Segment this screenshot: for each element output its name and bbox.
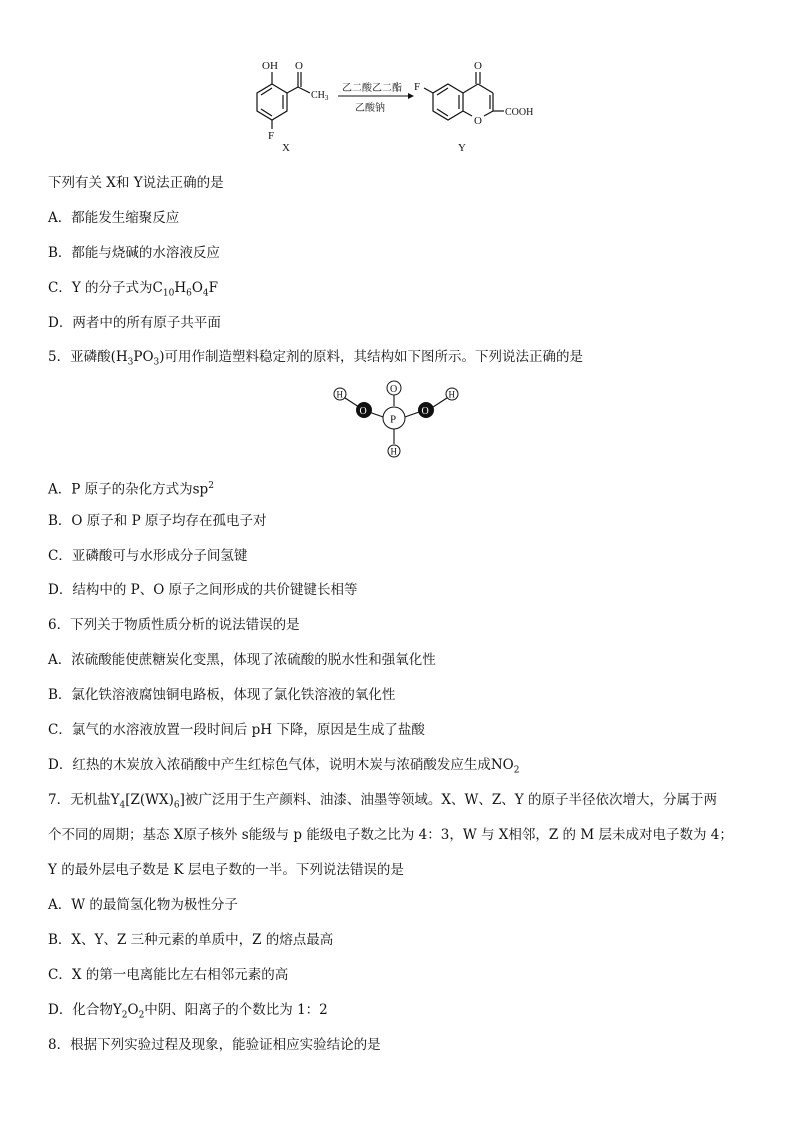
q5-option-a: A．P 原子的杂化方式为$sp^2$	[48, 481, 214, 498]
atom-o1: O	[359, 406, 367, 417]
atom-p: P	[390, 413, 397, 426]
arrow-bottom-text: 乙酸钠	[355, 103, 385, 114]
x-f-label: F	[268, 130, 275, 142]
q7-stem-line-3: Y 的最外层电子数是 K 层电子数的一半。下列说法错误的是	[48, 862, 404, 878]
q4-option-d: D．两者中的所有原子共平面	[48, 315, 221, 331]
atom-o2: O	[421, 406, 429, 417]
y-o-top-label: O	[474, 60, 482, 72]
x-ch3-label: $CH_3$	[311, 90, 329, 102]
x-oh-label: OH	[262, 60, 278, 72]
y-o-ring-label: O	[474, 115, 482, 127]
reaction-scheme	[250, 52, 550, 157]
atom-h1: H	[336, 389, 343, 400]
y-cooh-label: COOH	[505, 107, 534, 118]
q7-stem-line-1: 7．无机盐$Y_4[Z(WX)_6]$被广泛用于生产颜料、油漆、油墨等领域。X、W、Z、Y 的原子半径依次增大，分属于两	[48, 792, 717, 811]
q4-option-b: B．都能与烧碱的水溶液反应	[48, 245, 220, 261]
arrow-head	[408, 93, 414, 99]
q8-stem: 8．根据下列实验过程及现象，能验证相应实验结论的是	[48, 1037, 381, 1053]
molecule-x	[257, 72, 310, 129]
q7-option-c: C．X 的第一电离能比左右相邻元素的高	[48, 967, 289, 983]
q6-option-b: B．氯化铁溶液腐蚀铜电路板，体现了氯化铁溶液的氧化性	[48, 687, 396, 703]
q5-stem: 5．亚磷酸$(H_3PO_3)$可用作制造塑料稳定剂的原料，其结构如下图所示。下列说法正确的是	[48, 349, 584, 368]
y-label: Y	[458, 142, 466, 154]
q7-option-d: D．化合物$Y_2O_2$中阴、阳离子的个数比为 1：2	[48, 1002, 328, 1021]
molecule-y	[424, 72, 504, 120]
arrow-top-text: 乙二酸乙二酯	[342, 83, 402, 94]
atom-h3: H	[390, 446, 397, 457]
q6-stem: 6．下列关于物质性质分析的说法错误的是	[48, 617, 300, 633]
q4-stem: 下列有关 X和 Y说法正确的是	[48, 175, 224, 191]
q6-option-d: D．红热的木炭放入浓硝酸中产生红棕色气体，说明木炭与浓硝酸发应生成$NO_2$	[48, 757, 520, 776]
q4-option-c: C．Y 的分子式为$C_{10}H_6O_4F$	[48, 280, 219, 299]
atom-o-top: O	[390, 384, 398, 395]
q6-option-c: C．氯气的水溶液放置一段时间后 pH 下降，原因是生成了盐酸	[48, 722, 425, 738]
q7-option-a: A．W 的最简氢化物为极性分子	[48, 897, 238, 913]
q7-stem-line-2: 个不同的周期；基态 X原子核外 s能级与 p 能级电子数之比为 4：3，W 与 X相邻，Z 的 M 层未成对电子数为 4；	[48, 827, 733, 843]
q7-option-b: B．X、Y、Z 三种元素的单质中，Z 的熔点最高	[48, 932, 334, 948]
q6-option-a: A．浓硫酸能使蔗糖炭化变黑，体现了浓硫酸的脱水性和强氧化性	[48, 652, 436, 668]
phosphorous-acid-structure	[328, 378, 468, 464]
x-label: X	[282, 142, 290, 154]
q4-option-a: A．都能发生缩聚反应	[48, 210, 180, 226]
q5-option-d: D．结构中的 P、O 原子之间形成的共价键键长相等	[48, 582, 358, 598]
q5-option-c: C．亚磷酸可与水形成分子间氢键	[48, 548, 248, 564]
x-o-label: O	[295, 60, 303, 72]
atom-h2: H	[448, 389, 455, 400]
y-f-label: F	[414, 81, 421, 93]
q5-option-b: B．O 原子和 P 原子均存在孤电子对	[48, 513, 267, 529]
